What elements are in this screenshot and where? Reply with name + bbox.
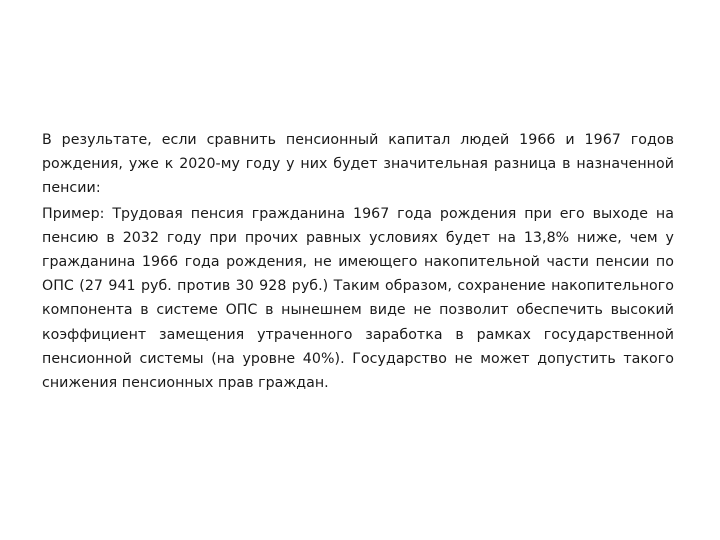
- paragraph-example: [42, 202, 674, 396]
- example-label: Пример: [42, 205, 100, 222]
- example-body: : Трудовая пенсия гражданина 1967 года рождения при его выходе на пенсию в 2032 году при прочих равных условиях будет на 13,8% ниже, чем у гражданина 1966 года рождения, не имеющего накопительной части пенсии по ОПС (27 941 руб. против 30 928 руб.) Таким образом, сохранение накопительного компонента в системе ОПС в нынешнем виде не позволит обеспечить высокий коэффициент замещения утраченного заработка в рамках государственной пенсионной системы (на уровне 40%). Государство не может допустить такого снижения пенсионных прав граждан.: [42, 205, 674, 392]
- paragraph-intro: В результате, если сравнить пенсионный капитал людей 1966 и 1967 годов рождения, уже к 2020-му году у них будет значительная разница в назначенной пенсии:: [42, 132, 674, 197]
- body-text: [42, 128, 674, 395]
